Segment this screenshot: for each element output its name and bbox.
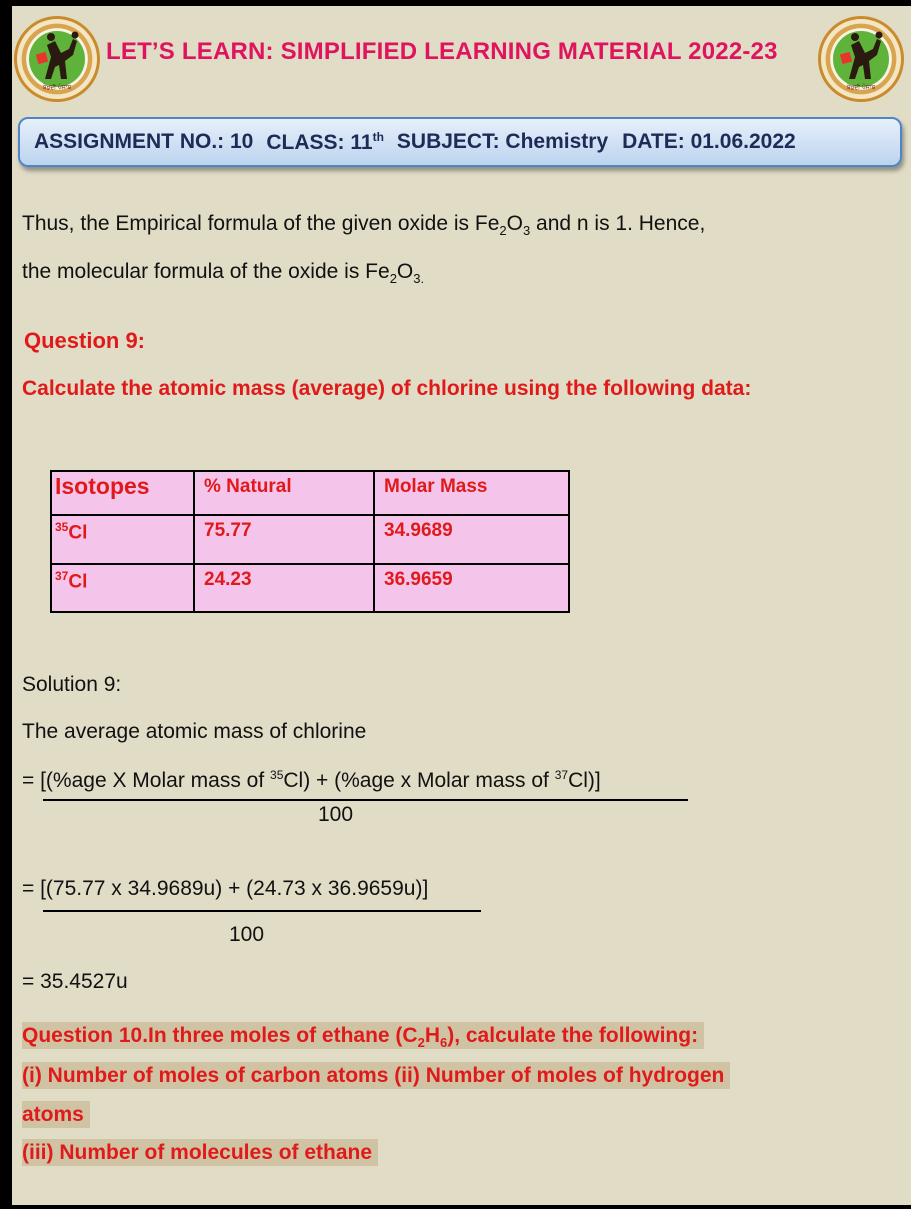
assignment-header-bar xyxy=(18,117,902,167)
question-10-line-4: (iii) Number of molecules of ethane xyxy=(22,1141,378,1165)
table-row xyxy=(51,564,569,612)
solution-line-1: The average atomic mass of chlorine xyxy=(22,720,367,743)
header-molar-mass: Molar Mass xyxy=(374,471,569,515)
svg-text:ਬੇਖੁਦੀ ਪੰਜਾਬ: ਬੇਖੁਦੀ ਪੰਜਾਬ xyxy=(846,84,876,91)
molar-mass-cell: 34.9689 xyxy=(374,515,569,564)
formula-numerator-2: = [(75.77 x 34.9689u) + (24.73 x 36.9659u)] xyxy=(22,877,429,900)
isotope-cell: $^{35}$Cl xyxy=(51,515,194,564)
logo-left xyxy=(14,16,100,102)
natural-cell: 24.23 xyxy=(194,564,374,612)
fraction-bar-2 xyxy=(43,910,481,912)
assignment-number: ASSIGNMENT NO.: 10 xyxy=(34,130,254,153)
subject-label: SUBJECT: Chemistry xyxy=(396,130,609,153)
isotope-cell: $^{37}$Cl xyxy=(51,564,194,612)
question-9-text: Calculate the atomic mass (average) of chlorine using the following data: xyxy=(22,377,752,400)
question-9-heading: Question 9: xyxy=(24,328,146,353)
left-border xyxy=(0,0,12,1209)
solution-result: = 35.4527u xyxy=(22,970,128,993)
natural-cell: 75.77 xyxy=(194,515,374,564)
fraction-bar-1 xyxy=(43,799,688,801)
svg-text:ਬੇਖੁਦੀ ਪੰਜਾਬ: ਬੇਖੁਦੀ ਪੰਜਾਬ xyxy=(42,84,72,91)
top-border xyxy=(0,0,911,6)
children-logo-icon xyxy=(821,19,901,99)
page-title: LET’S LEARN: SIMPLIFIED LEARNING MATERIAL 2022-23 xyxy=(106,38,778,65)
intro-line-1: Thus, the Empirical formula of the given oxide is $Fe_2O_3$ and n is 1. Hence, xyxy=(22,212,706,239)
formula-denominator-2: 100 xyxy=(229,923,265,946)
class-label: CLASS: 11th xyxy=(266,129,384,154)
table-row xyxy=(51,515,569,564)
table-header-row xyxy=(51,471,569,515)
logo-right xyxy=(818,16,904,102)
isotope-table xyxy=(50,470,570,613)
question-10-line-1: Question 10.In three moles of ethane $(C_2H_6)$, calculate the following: xyxy=(22,1024,704,1050)
molar-mass-cell: 36.9659 xyxy=(374,564,569,612)
intro-line-2: the molecular formula of the oxide is $Fe_2O_{3.}$ xyxy=(22,260,425,287)
header-isotopes: Isotopes xyxy=(51,471,194,515)
header-natural: % Natural xyxy=(194,471,374,515)
question-10-line-3: atoms xyxy=(22,1103,90,1127)
formula-denominator-1: 100 xyxy=(318,803,354,826)
children-logo-icon xyxy=(17,19,97,99)
formula-numerator-1: = [(%age X Molar mass of $^{35}$Cl) + (%age x Molar mass of $^{37}$Cl)] xyxy=(22,768,601,792)
bottom-border xyxy=(12,1205,911,1209)
date-label: DATE: 01.06.2022 xyxy=(622,130,796,153)
solution-9-heading: Solution 9: xyxy=(22,673,122,696)
question-10-line-2: (i) Number of moles of carbon atoms (ii) Number of moles of hydrogen xyxy=(22,1064,730,1088)
